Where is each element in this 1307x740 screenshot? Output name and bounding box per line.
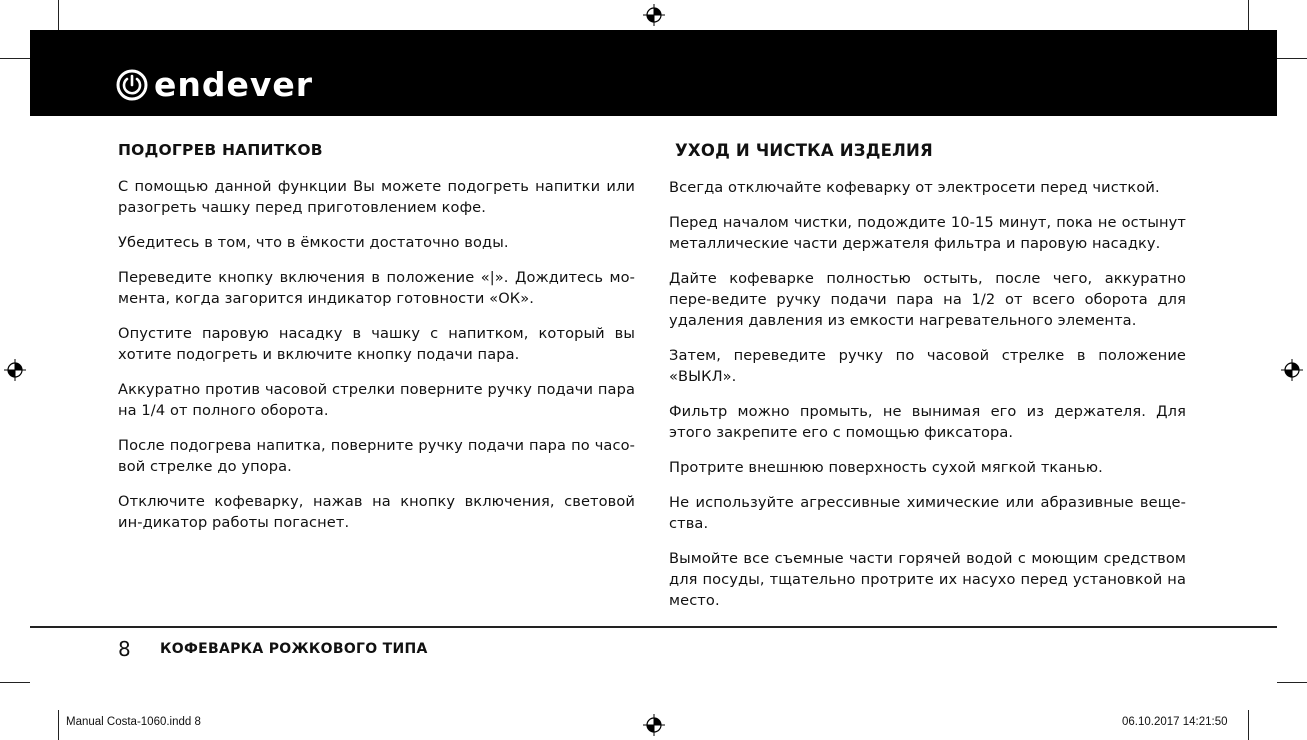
paragraph: Фильтр можно промыть, не вынимая его из держателя. Для этого закрепите его с помощью фиксатора. bbox=[669, 403, 1186, 441]
registration-mark-icon bbox=[643, 714, 665, 736]
brand-logo bbox=[116, 65, 314, 104]
crop-mark bbox=[58, 710, 59, 740]
section-heading: УХОД И ЧИСТКА ИЗДЕЛИЯ bbox=[675, 141, 933, 160]
section-beverage-warming bbox=[118, 141, 635, 547]
footer-title: КОФЕВАРКА РОЖКОВОГО ТИПА bbox=[160, 641, 428, 657]
registration-mark-icon bbox=[1281, 359, 1303, 381]
crop-mark bbox=[58, 0, 59, 30]
page-number: 8 bbox=[118, 637, 131, 661]
paragraph: Переведите кнопку включения в положение «|». Дождитесь мо-мента, когда загорится индикатор готовности «ОК». bbox=[118, 269, 635, 307]
paragraph: Перед началом чистки, подождите 10-15 минут, пока не остынут металлические части держателя фильтра и паровую насадку. bbox=[669, 214, 1186, 252]
brand-name: endever bbox=[154, 65, 314, 104]
crop-mark bbox=[1248, 710, 1249, 740]
section-care-cleaning bbox=[669, 141, 1186, 625]
paragraph: Опустите паровую насадку в чашку с напитком, который вы хотите подогреть и включите кнопку подачи пара. bbox=[118, 325, 635, 363]
slug-filename: Manual Costa-1060.indd 8 bbox=[66, 716, 201, 728]
paragraph: Дайте кофеварке полностью остыть, после чего, аккуратно пере-ведите ручку подачи пара на 1/2 от всего оборота для удаления давления из емкости нагревательного элемента. bbox=[669, 270, 1186, 329]
paragraph: С помощью данной функции Вы можете подогреть напитки или разогреть чашку перед приготовлением кофе. bbox=[118, 178, 635, 216]
paragraph: Затем, переведите ручку по часовой стрелке в положение «ВЫКЛ». bbox=[669, 347, 1186, 385]
crop-mark bbox=[1248, 0, 1249, 30]
crop-mark bbox=[0, 682, 30, 683]
registration-mark-icon bbox=[643, 4, 665, 26]
paragraph: Протрите внешнюю поверхность сухой мягкой тканью. bbox=[669, 459, 1103, 476]
paragraph: Убедитесь в том, что в ёмкости достаточно воды. bbox=[118, 234, 509, 251]
crop-mark bbox=[0, 58, 30, 59]
paragraph: Не используйте агрессивные химические или абразивные веще-ства. bbox=[669, 494, 1186, 532]
footer-divider bbox=[30, 626, 1277, 628]
registration-mark-icon bbox=[4, 359, 26, 381]
section-heading: ПОДОГРЕВ НАПИТКОВ bbox=[118, 141, 323, 159]
header-bar bbox=[30, 30, 1277, 116]
slug-datetime: 06.10.2017 14:21:50 bbox=[1122, 716, 1228, 728]
paragraph: Аккуратно против часовой стрелки поверните ручку подачи пара на 1/4 от полного оборота. bbox=[118, 381, 635, 419]
power-icon bbox=[116, 69, 148, 101]
crop-mark bbox=[1277, 682, 1307, 683]
paragraph: Всегда отключайте кофеварку от электросети перед чисткой. bbox=[669, 179, 1160, 196]
paragraph: Вымойте все съемные части горячей водой с моющим средством для посуды, тщательно протрите их насухо перед установкой на место. bbox=[669, 550, 1186, 609]
crop-mark bbox=[1277, 58, 1307, 59]
paragraph: После подогрева напитка, поверните ручку подачи пара по часо-вой стрелке до упора. bbox=[118, 437, 635, 475]
paragraph: Отключите кофеварку, нажав на кнопку включения, световой ин-дикатор работы погаснет. bbox=[118, 493, 635, 531]
